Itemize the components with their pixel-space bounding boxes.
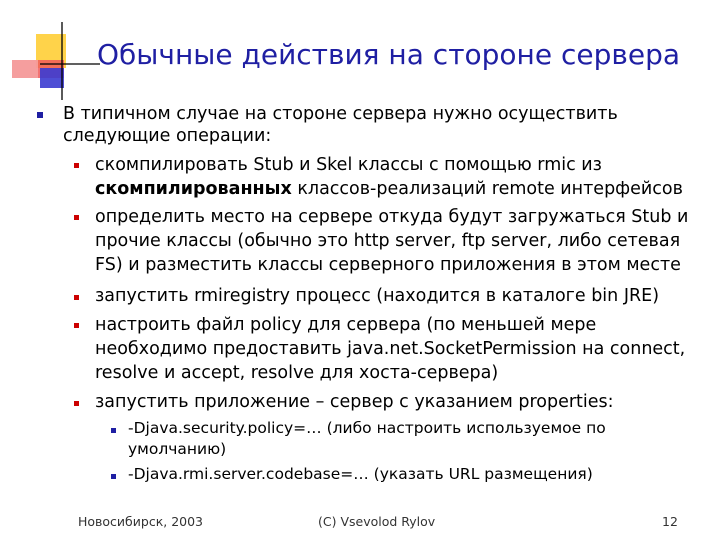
- item-compile-bold: скомпилированных: [95, 179, 292, 199]
- item-compile-stubs: [95, 153, 705, 201]
- bullet-icon: [37, 112, 43, 118]
- item-rmiregistry: запустить rmiregistry процесс (находится в каталоге bin JRE): [95, 286, 660, 306]
- bullet-icon: [74, 295, 79, 300]
- intro-text: В типичном случае на стороне сервера нужно осуществить следующие операции:: [63, 104, 618, 146]
- bullet-icon: [74, 401, 79, 406]
- item-codebase-location: определить место на сервере откуда будут загружаться Stub и прочие классы (обычно это http server, ftp server, либо сетевая FS) и разместить классы серверного приложения в этом месте: [95, 207, 689, 275]
- item-compile-text-1: скомпилировать Stub и Skel классы с помощью rmic из: [95, 155, 602, 175]
- bullet-icon: [111, 428, 116, 433]
- bullet-icon: [74, 163, 79, 168]
- bullet-icon: [74, 323, 79, 328]
- item-compile-text-2: классов-реализаций remote интерфейсов: [291, 179, 683, 199]
- bullet-icon: [74, 215, 79, 220]
- footer-copyright: (C) Vsevolod Rylov: [318, 514, 436, 529]
- slide-logo: [0, 0, 100, 100]
- slide-title: Обычные действия на стороне сервера: [97, 38, 681, 71]
- footer-location: Новосибирск, 2003: [78, 514, 204, 529]
- page-number: 12: [662, 514, 678, 529]
- item-launch: запустить приложение – сервер с указанием properties:: [95, 392, 614, 412]
- item-policy: настроить файл policy для сервера (по меньшей мере необходимо предоставить java.net.SocketPermission на connect, resolve и accept, resolve для хоста-сервера): [95, 315, 686, 383]
- bullet-icon: [111, 474, 116, 479]
- sub-item-codebase: -Djava.rmi.server.codebase=… (указать URL размещения): [128, 465, 593, 483]
- sub-item-policy: -Djava.security.policy=… (либо настроить используемое по умолчанию): [128, 419, 606, 458]
